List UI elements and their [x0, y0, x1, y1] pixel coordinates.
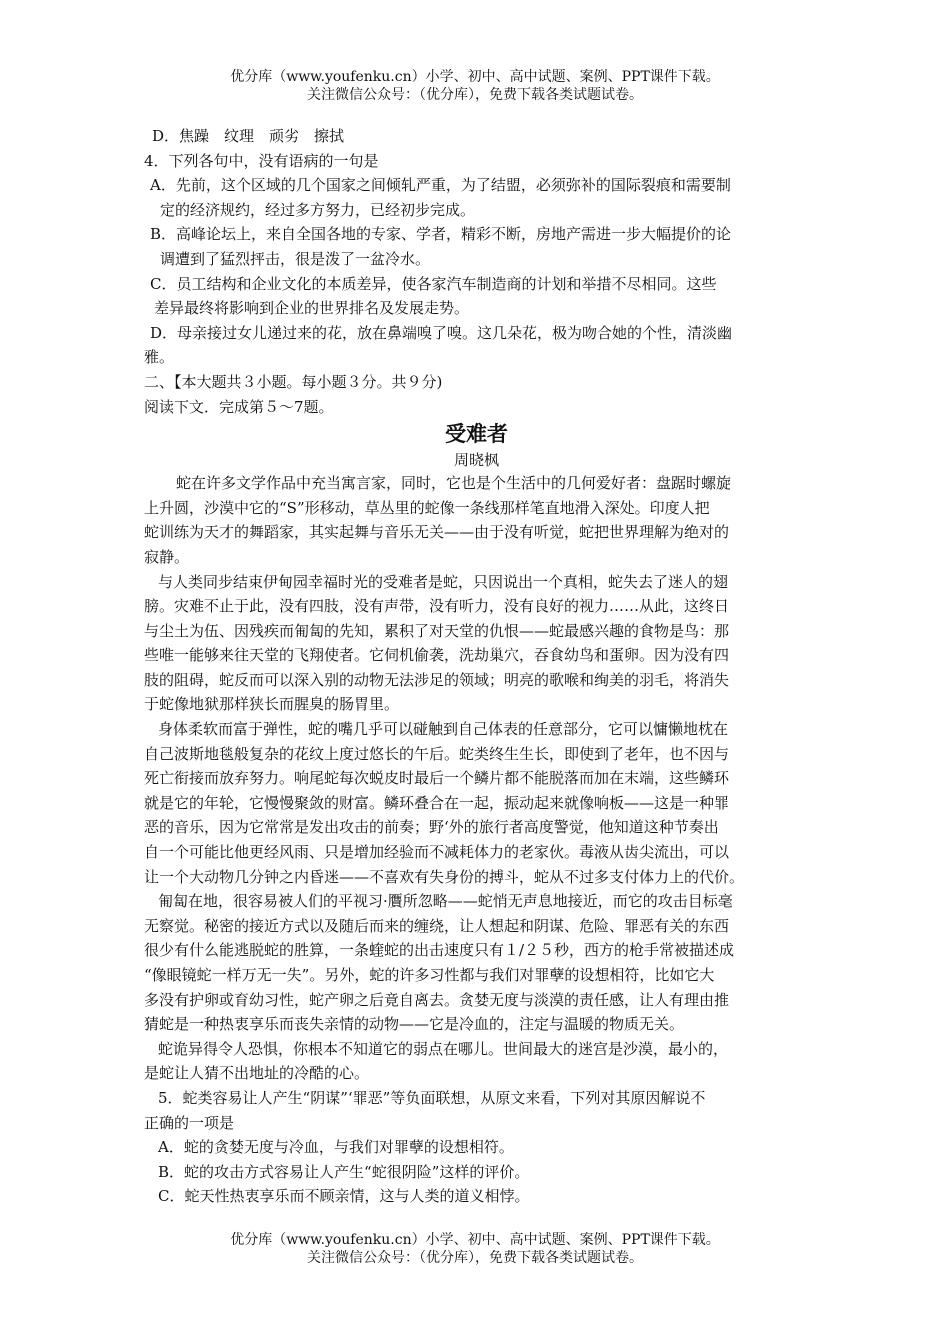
article-line: 蛇诡异得令人恐惧，你根本不知道它的弱点在哪儿。世间最大的迷宫是沙漠，最小的， [158, 1039, 729, 1058]
footer-line-1: 优分库（www.youfenku.cn）小学、初中、高中试题、案例、PPT课件下载。 [230, 1232, 720, 1248]
q5-stem-line1: 5．蛇类容易让人产生“阴谋”‘罪恶”等负面联想，从原文来看，下列对其原因解说不 [158, 1088, 706, 1107]
article-line: 就是它的年轮，它慢慢聚敛的财富。鳞环叠合在一起，振动起来就像响板——这是一种罪 [144, 793, 730, 812]
q5-option-a: A．蛇的贪婪无度与冷血，与我们对罪孽的设想相符。 [158, 1138, 514, 1157]
article-line: 些唯一能够来往天堂的飞翔使者。它伺机偷袭，洗劫巢穴，吞食幼鸟和蛋卵。因为没有四 [144, 646, 730, 665]
q5-option-b: B．蛇的攻击方式容易让人产生“蛇很阴险”这样的评价。 [158, 1162, 530, 1181]
article-line: 匍匐在地，很容易被人们的平视习·贋所忽略——蛇悄无声息地接近，而它的攻击目标毫 [158, 892, 733, 911]
article-author: 周晓枫 [453, 451, 499, 470]
article-line: 是蛇让人猜不出地址的冷酷的心。 [144, 1064, 370, 1083]
article-line: 蛇在许多文学作品中充当寓言家，同时，它也是个生活中的几何爱好者：盘踞时螺旋 [176, 474, 732, 493]
article-line: 蛇训练为天才的舞蹈家，其实起舞与音乐无关——由于没有听觉，蛇把世界理解为绝对的 [144, 523, 730, 542]
header-line-2: 关注微信公众号：（优分库），免费下载各类试题试卷。 [307, 87, 643, 103]
q4-option-b-line1: B．高峰论坛上，来自全国各地的专家、学者，精彩不断，房地产需进一步大幅提价的论 [150, 225, 732, 244]
q3-option-d: D．焦躁 纹理 顽劣 擦拭 [152, 127, 345, 145]
q4-option-d-line2: 雅。 [144, 348, 175, 367]
article-line: 死亡衔接而放弃努力。响尾蛇每次蜕皮时最后一个鳞片都不能脱落而加在末端，这些鳞环 [144, 769, 730, 788]
q4-option-a-line2: 定的经济规约，经过多方努力，已经初步完成。 [160, 200, 476, 219]
article-line: “像眼镜蛇一样万无一失”。另外，蛇的许多习性都与我们对罪孽的设想相符，比如它大 [144, 966, 715, 984]
q4-option-c-line1: C．员工结构和企业文化的本质差异，使各家汽车制造商的计划和举措不尽相同。这些 [150, 274, 717, 293]
article-line: 恶的音乐，因为它常常是发出攻击的前奏；野‘外的旅行者高度警觉，他知道这种节奏出 [144, 818, 719, 837]
reading-instruction: 阅读下文．完成第５～7题。 [144, 397, 334, 416]
q4-option-d-line1: D．母亲接过女儿递过来的花，放在鼻端嗅了嗅。这几朵花，极为吻合她的个性，清淡幽 [150, 323, 733, 342]
q4-stem: 4．下列各句中，没有语病的一句是 [144, 151, 379, 170]
q4-option-b-line2: 调遭到了猛烈抨击，很是泼了一盆冷水。 [160, 249, 431, 268]
article-line: 肢的阻碍，蛇反而可以深入别的动物无法涉足的领域；明亮的歌喉和绚美的羽毛，将消失 [144, 670, 730, 689]
article-line: 自己波斯地毯般复杂的花纹上度过悠长的午后。蛇类终生生长，即使到了老年，也不因与 [144, 744, 730, 763]
article-line: 膀。灾难不止于此，没有四肢，没有声带，没有听力，没有良好的视力……从此，这终日 [144, 597, 730, 616]
section-heading: 二、【本大题共３小题。每小题３分。共９分) [144, 372, 443, 391]
page-footer [0, 1231, 950, 1267]
article-line: 无察觉。秘密的接近方式以及随后而来的缠绕，让人想起和阴谋、危险、罪恶有关的东西 [144, 916, 730, 935]
article-line: 让一个大动物几分钟之内昏迷——不喜欢有失身份的搏斗，蛇从不过多支付体力上的代价。 [144, 867, 745, 886]
article-line: 很少有什么能逃脱蛇的胜算，一条蝰蛇的出击速度只有１/２５秒，西方的枪手常被描述成 [144, 941, 735, 960]
article-line: 上升圆，沙漠中它的“S”形移动，草丛里的蛇像一条线那样笔直地滑入深处。印度人把 [144, 498, 710, 517]
footer-line-2: 关注微信公众号：（优分库），免费下载各类试题试卷。 [307, 1250, 643, 1266]
article-line: 与人类同步结束伊甸园幸福时光的受难者是蛇，只因说出一个真相，蛇失去了迷人的翅 [158, 572, 729, 591]
article-line: 与尘土为伍、因残疾而匍匐的先知，累积了对天堂的仇恨——蛇最感兴趣的食物是鸟：那 [144, 621, 730, 640]
q4-option-c-line2: 差异最终将影响到企业的世界排名及发展走势。 [154, 299, 470, 318]
article-line: 自一个可能比他更经风雨、只是增加经验而不减耗体力的老家伙。毒液从齿尖流出，可以 [144, 843, 730, 862]
q5-option-c: C．蛇天性热衷享乐而不顾亲情，这与人类的道义相悖。 [158, 1187, 530, 1206]
article-line: 多没有护卵或育幼习性，蛇产卵之后竟自离去。贪婪无度与淡漠的责任感，让人有理由推 [144, 990, 730, 1009]
q4-option-a-line1: A．先前，这个区域的几个国家之间倾轧严重，为了结盟，必须弥补的国际裂痕和需要制 [150, 176, 731, 195]
q5-stem-line2: 正确的一项是 [144, 1113, 235, 1132]
page-header [0, 68, 950, 104]
document-body [144, 124, 809, 1209]
article-line: 于蛇像地狱那样狭长而腥臭的肠胃里。 [144, 695, 400, 714]
article-title: 受难者 [445, 421, 508, 447]
header-line-1: 优分库（www.youfenku.cn）小学、初中、高中试题、案例、PPT课件下载。 [230, 69, 720, 85]
article-line: 身体柔软而富于弹性，蛇的嘴几乎可以碰触到自己体表的任意部分，它可以慵懒地枕在 [158, 720, 729, 739]
article-line: 猜蛇是一种热衷享乐而丧失亲情的动物——它是冷血的，注定与温暖的物质无关。 [144, 1015, 685, 1034]
article-line: 寂静。 [144, 547, 190, 566]
